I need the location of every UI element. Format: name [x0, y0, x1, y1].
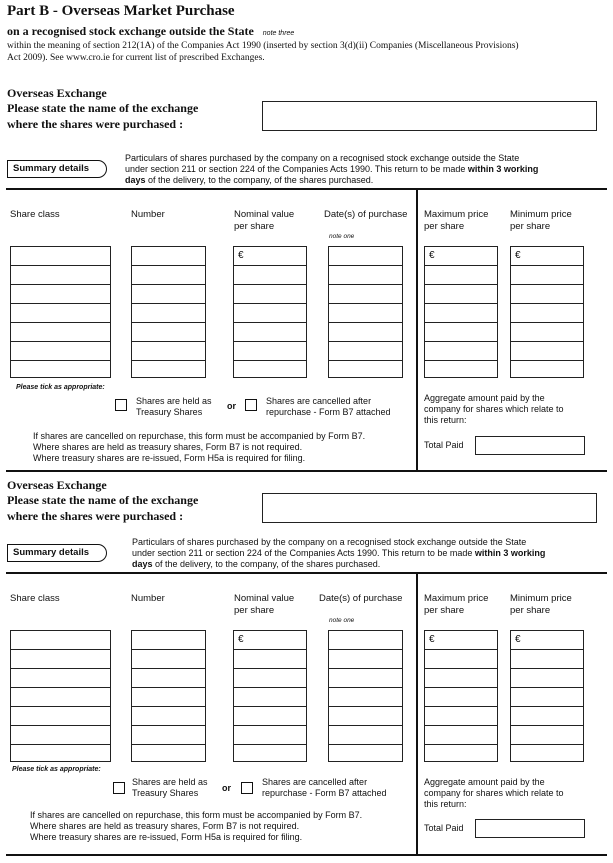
summary-line-1: Particulars of shares purchased by the company on a recognised stock exchange outside the State	[125, 153, 520, 163]
col-number: Number	[131, 209, 165, 220]
cancelled-shares-checkbox[interactable]	[245, 399, 257, 411]
section-top-rule	[6, 188, 607, 190]
total-paid-input[interactable]	[475, 819, 585, 838]
aggregate-text: Aggregate amount paid by the company for shares which relate to this return:	[424, 393, 564, 425]
subtitle-note: note three	[262, 30, 295, 37]
col-max-price: Maximum price per share	[424, 209, 489, 232]
section-bottom-rule	[6, 470, 607, 472]
col-share-class: Share class	[10, 209, 60, 220]
exchange-name-input[interactable]	[262, 101, 597, 131]
euro-symbol: €	[238, 634, 244, 645]
col-number: Number	[131, 593, 165, 604]
summary-line-3: days of the delivery, to the company, of the shares purchased.	[125, 175, 374, 185]
intro-line-2: Act 2009). See www.cro.ie for current list of prescribed Exchanges.	[7, 53, 265, 63]
summary-line-3: days of the delivery, to the company, of the shares purchased.	[132, 559, 381, 569]
exchange-name-input[interactable]	[262, 493, 597, 523]
question-line-2: where the shares were purchased :	[7, 509, 184, 523]
subtitle	[7, 24, 294, 39]
section-bottom-rule	[6, 854, 607, 856]
question-line-1: Please state the name of the exchange	[7, 101, 199, 115]
footnotes: If shares are cancelled on repurchase, this form must be accompanied by Form B7. Where shares are held as treasury shares, Form B7 is not required. Where treasury shares are re-issued, Form H5a is required for filing.	[30, 810, 363, 842]
col-dates-note: note one	[329, 617, 355, 624]
question-line-2: where the shares were purchased :	[7, 117, 184, 131]
question-line-1: Please state the name of the exchange	[7, 493, 199, 507]
section-top-rule	[6, 572, 607, 574]
col-dates: Date(s) of purchase	[319, 593, 403, 604]
aggregate-text: Aggregate amount paid by the company for shares which relate to this return:	[424, 777, 564, 809]
exchange-question	[7, 492, 198, 524]
summary-details-label: Summary details	[7, 160, 107, 178]
col-min-price: Minimum price per share	[510, 209, 572, 232]
section-divider	[416, 189, 418, 470]
subtitle-text: on a recognised stock exchange outside the State	[7, 24, 254, 38]
euro-symbol: €	[238, 250, 244, 261]
intro-line-1: within the meaning of section 212(1A) of the Companies Act 1990 (inserted by section 3(d)(ii) Companies (Miscellaneous Provisions)	[7, 41, 519, 51]
summary-details-label: Summary details	[7, 544, 107, 562]
exchange-question	[7, 100, 198, 132]
total-paid-input[interactable]	[475, 436, 585, 455]
section-divider	[416, 573, 418, 854]
total-paid-label: Total Paid	[424, 823, 464, 833]
summary-text	[125, 153, 595, 186]
or-label: or	[222, 783, 231, 793]
col-nominal: Nominal value per share	[234, 209, 295, 232]
total-paid-label: Total Paid	[424, 440, 464, 450]
treasury-shares-checkbox[interactable]	[113, 782, 125, 794]
intro-text	[7, 40, 519, 64]
col-max-price: Maximum price per share	[424, 593, 489, 616]
summary-line-2: under section 211 or section 224 of the Companies Acts 1990. This return to be made within 3 working	[132, 548, 546, 558]
tick-label: Please tick as appropriate:	[16, 384, 105, 391]
euro-symbol: €	[429, 250, 435, 261]
section-heading: Overseas Exchange	[7, 478, 107, 492]
euro-symbol: €	[515, 250, 521, 261]
col-nominal: Nominal value per share	[234, 593, 295, 616]
summary-line-1: Particulars of shares purchased by the company on a recognised stock exchange outside the State	[132, 537, 527, 547]
col-dates-note: note one	[329, 233, 355, 240]
cancelled-label: Shares are cancelled after repurchase - Form B7 attached	[266, 396, 391, 417]
part-title: Part B - Overseas Market Purchase	[7, 3, 235, 19]
col-min-price: Minimum price per share	[510, 593, 572, 616]
col-share-class: Share class	[10, 593, 60, 604]
summary-text	[132, 537, 597, 570]
summary-line-2: under section 211 or section 224 of the Companies Acts 1990. This return to be made within 3 working	[125, 164, 539, 174]
col-dates: Date(s) of purchase	[324, 209, 408, 220]
treasury-shares-checkbox[interactable]	[115, 399, 127, 411]
treasury-label: Shares are held as Treasury Shares	[132, 777, 208, 798]
cancelled-label: Shares are cancelled after repurchase - Form B7 attached	[262, 777, 387, 798]
cancelled-shares-checkbox[interactable]	[241, 782, 253, 794]
section-heading: Overseas Exchange	[7, 86, 107, 100]
euro-symbol: €	[429, 634, 435, 645]
tick-label: Please tick as appropriate:	[12, 766, 101, 773]
or-label: or	[227, 401, 236, 411]
footnotes: If shares are cancelled on repurchase, this form must be accompanied by Form B7. Where shares are held as treasury shares, Form B7 is not required. Where treasury shares are re-issued, Form H5a is required for filing.	[33, 431, 366, 463]
euro-symbol: €	[515, 634, 521, 645]
treasury-label: Shares are held as Treasury Shares	[136, 396, 212, 417]
